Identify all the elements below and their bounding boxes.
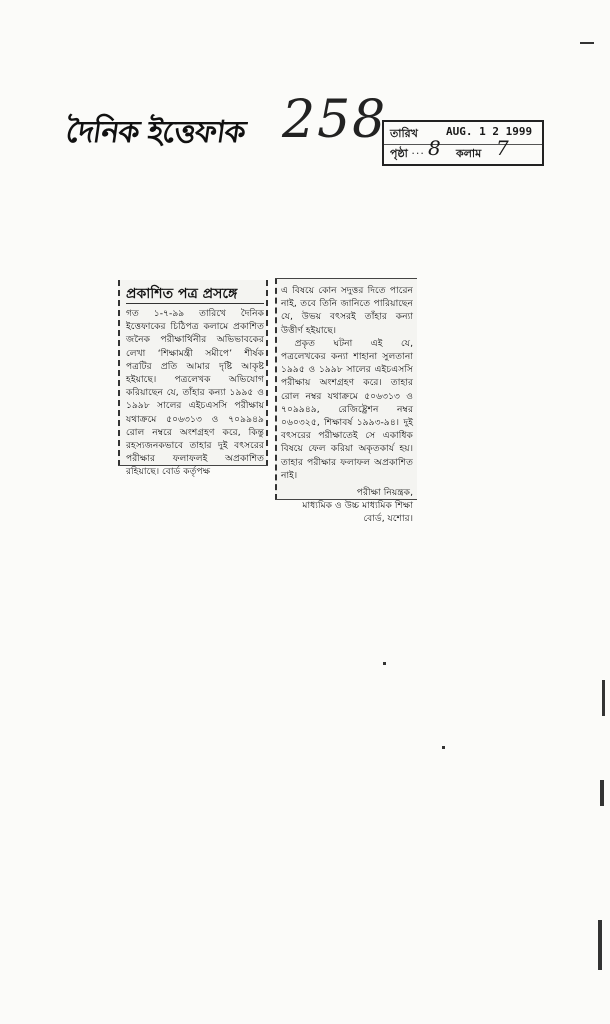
signature-line-3: বোর্ড, যশোর। bbox=[363, 513, 413, 525]
scan-edge-mark bbox=[602, 680, 605, 716]
stamp-page-value: 8 bbox=[428, 136, 441, 160]
handwritten-page-number: 258 bbox=[282, 90, 388, 150]
article-text-right-1: এ বিষয়ে কোন সদুত্তর দিতে পারেন নাই, তবে তিনি জানিতে পারিয়াছেন যে, উভয় বৎসরই তাঁহার কন্যা উত্তীর্ণ হইয়াছে। bbox=[281, 285, 413, 336]
signature-line-1: পরীক্ষা নিয়ন্ত্রক, bbox=[356, 487, 413, 499]
newspaper-masthead: দৈনিক ইত্তেফাক bbox=[63, 115, 248, 150]
stamp-page-row: পৃষ্ঠা ··· 8 কলাম 7 bbox=[390, 144, 536, 164]
stamp-date-row bbox=[390, 124, 536, 144]
stamp-column-label: কলাম bbox=[456, 147, 482, 160]
signature-line-2: মাধ্যমিক ও উচ্চ মাধ্যমিক শিক্ষা bbox=[302, 500, 413, 512]
clipping-left-column bbox=[118, 280, 268, 478]
date-stamp bbox=[382, 120, 544, 166]
clipping-right-column bbox=[275, 278, 417, 525]
stamp-date-value: AUG. 1 2 1999 bbox=[446, 125, 533, 138]
article-headline: প্রকাশিত পত্র প্রসঙ্গে bbox=[126, 286, 264, 304]
scan-speck bbox=[580, 42, 594, 44]
article-text-left: গত ১-৭-৯৯ তারিখে দৈনিক ইত্তেফাকের চিঠিপত্র কলামে প্রকাশিত জনৈক পরীক্ষার্থিনীর অভিভাবকের লেখা ‘শিক্ষামন্ত্রী সমীপে’ শীর্ষক পত্রটির প্রতি আমার দৃষ্টি আকৃষ্ট হইয়াছে। পত্রলেখক অভিযোগ করিয়াছেন যে, তাঁহার কন্যা ১৯৯৫ ও ১৯৯৮ সালের এইচএসসি পরীক্ষায় যথাক্রমে ৫০৬৩১৩ ও ৭০৯৯৪৯ রোল নম্বরে অংশগ্রহণ করে, কিন্তু রহস্যজনকভাবে তাহার দুই বৎসরের পরীক্ষার ফলাফলই অপ্রকাশিত রহিয়াছে। বোর্ড কর্তৃপক্ষ bbox=[126, 308, 264, 478]
scan-edge-mark bbox=[600, 780, 604, 806]
stamp-date-label: তারিখ bbox=[390, 127, 418, 140]
article-text-right-2: প্রকৃত ঘটনা এই যে, পত্রলেখকের কন্যা শাহানা সুলতানা ১৯৯৫ ও ১৯৯৮ সালের এইচএসসি পরীক্ষায় অংশগ্রহণ করে। তাহার রোল নম্বর যথাক্রমে ৫০৬৩১৩ ও ৭০৯৯৪৯, রেজিষ্ট্রেশন নম্বর ০৬০৩২৫, শিক্ষাবর্ষ ১৯৯৩-৯৪। দুই বৎসরের পরীক্ষাতেই সে একাধিক বিষয়ে ফেল করিয়া অকৃতকার্য হয়। তাহার পরীক্ষার ফলাফল অপ্রকাশিত নাই। bbox=[281, 337, 413, 481]
scan-speck bbox=[383, 662, 386, 665]
scan-speck bbox=[442, 746, 445, 749]
article-signature bbox=[281, 486, 413, 525]
stamp-column-value: 7 bbox=[496, 136, 509, 160]
stamp-page-label: পৃষ্ঠা bbox=[390, 147, 408, 160]
scan-edge-mark bbox=[598, 920, 602, 970]
